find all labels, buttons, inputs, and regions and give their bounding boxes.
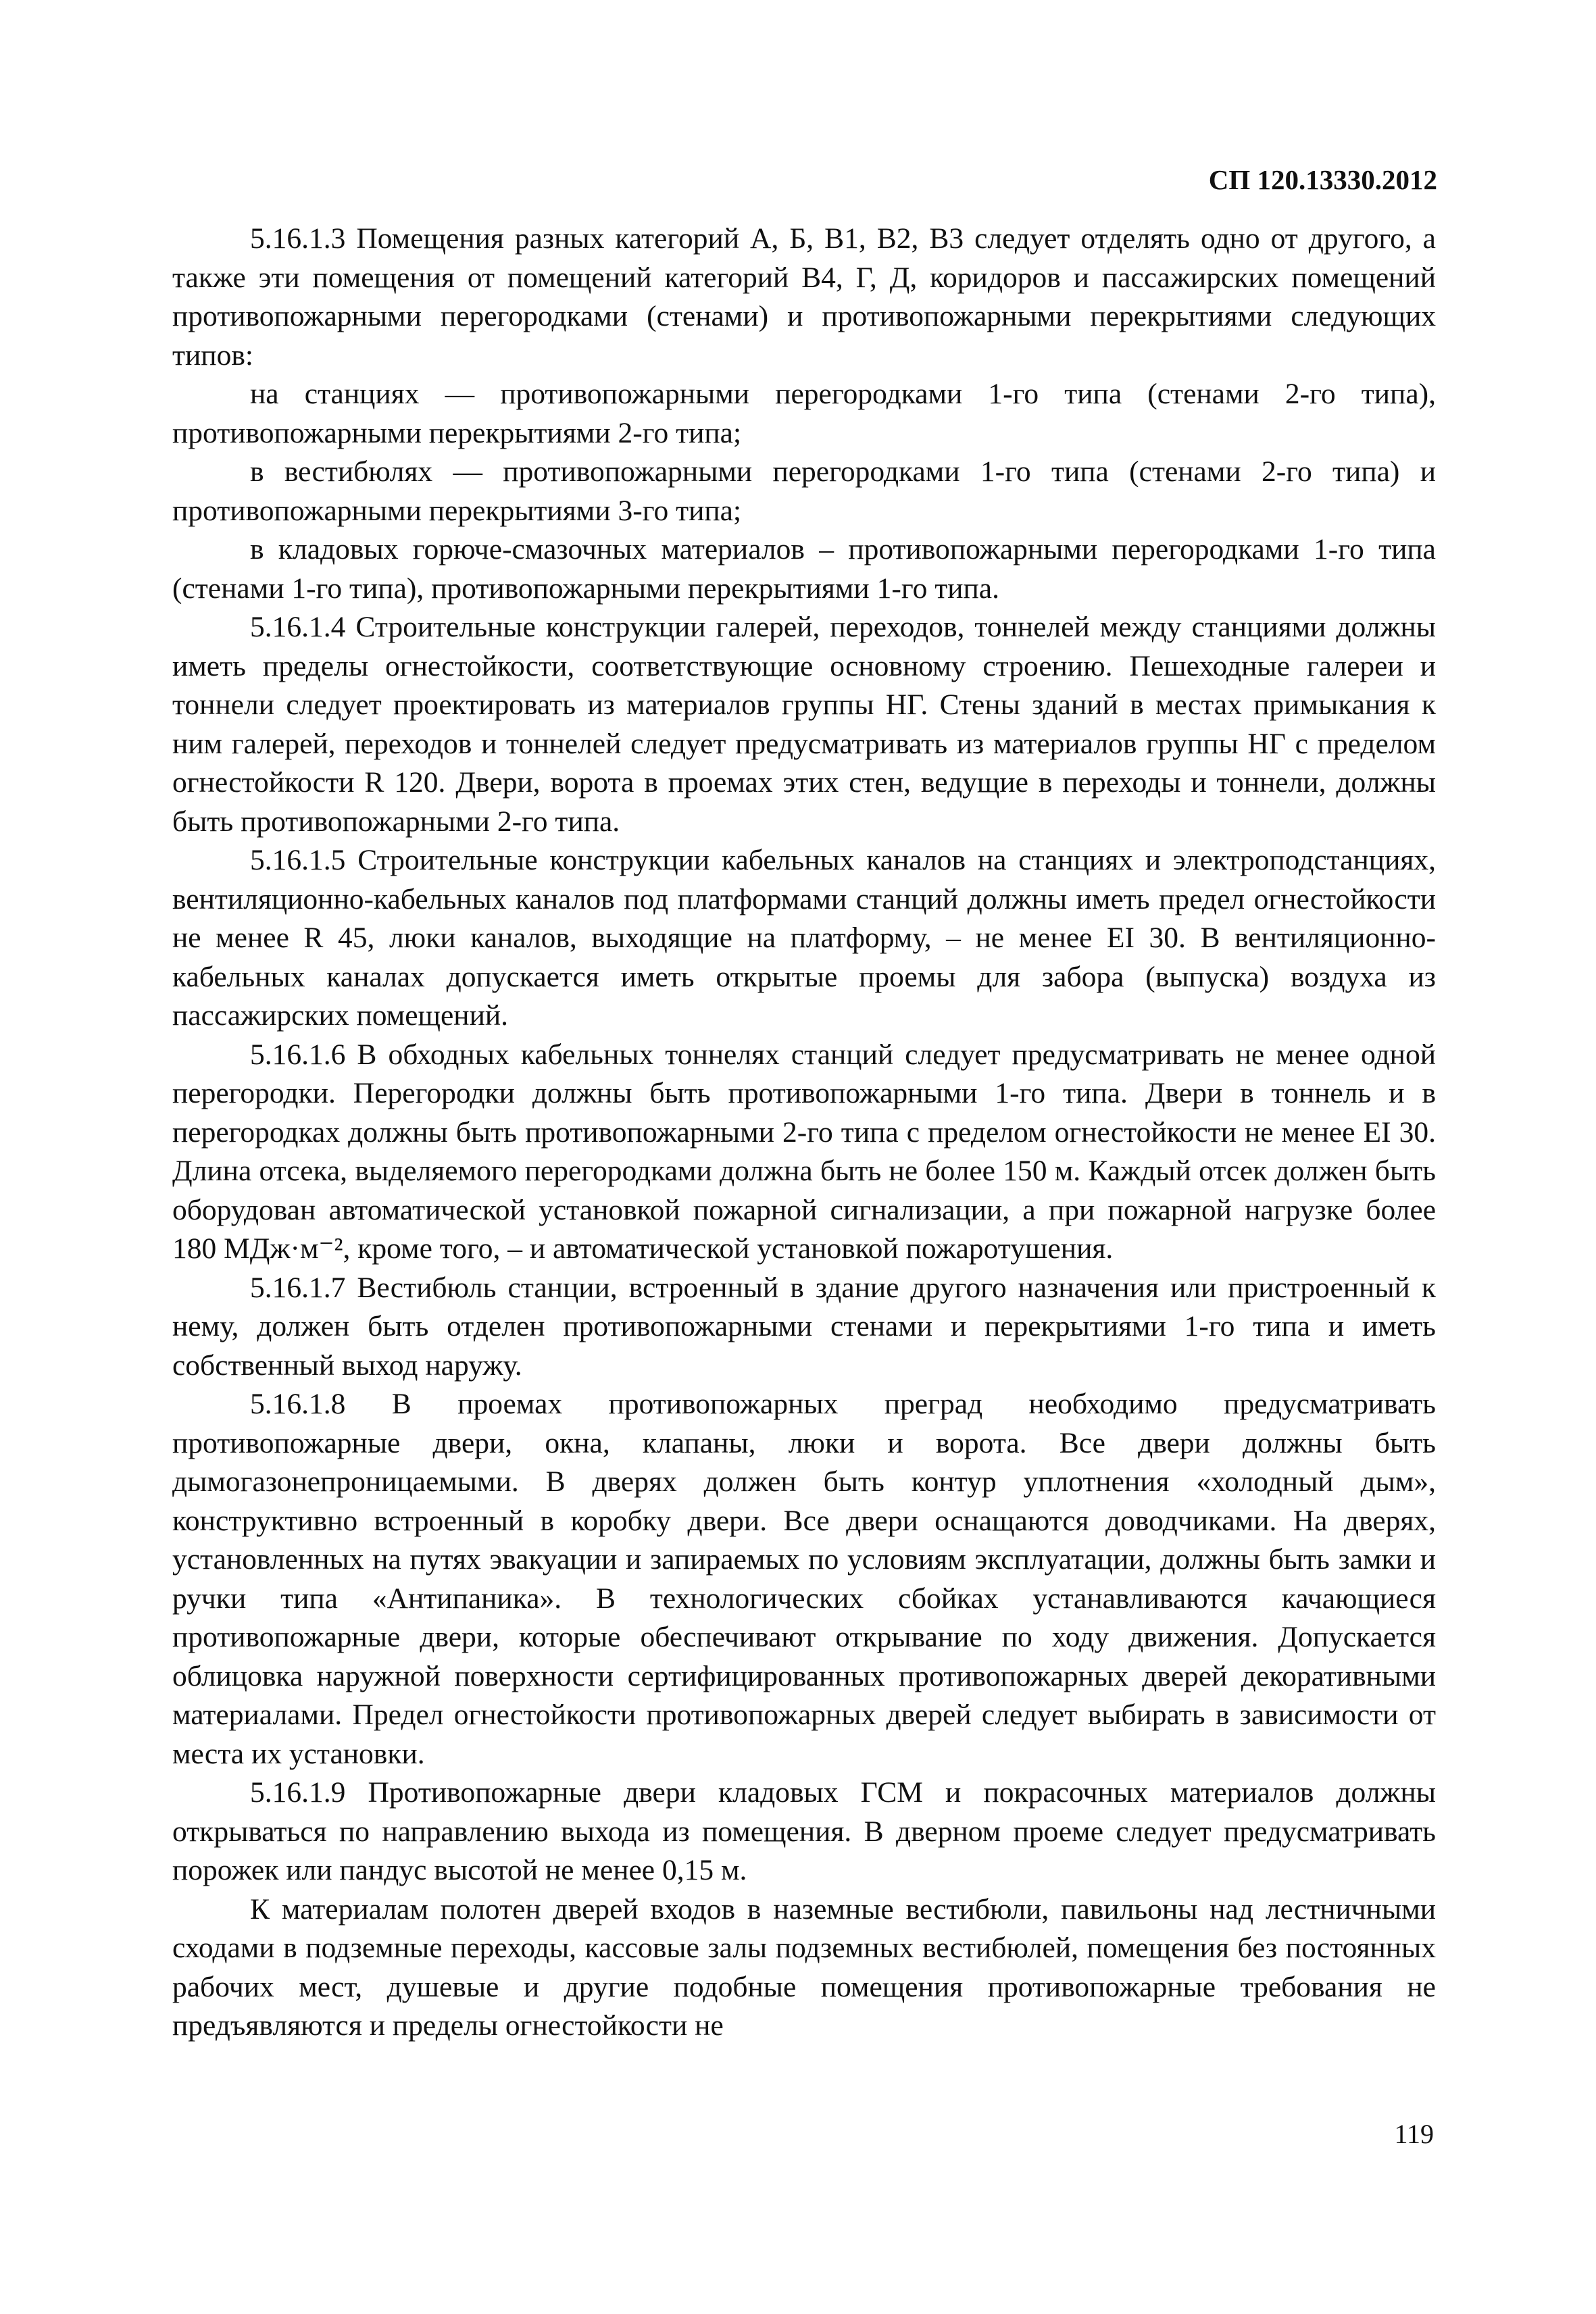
paragraph-5-16-1-5: 5.16.1.5 Строительные конструкции кабельных каналов на станциях и электроподстанциях, вентиляционно-кабельных каналов под платформами станций должны иметь предел огнестойкости не менее R 45, люки каналов, выходящие на платформу, – не менее EI 30. В вентиляционно-кабельных каналах допускается иметь открытые проемы для забора (выпуска) воздуха из пассажирских помещений. bbox=[172, 844, 1436, 1032]
page-number: 119 bbox=[1394, 2119, 1434, 2149]
document-body bbox=[172, 220, 1436, 2046]
paragraph-5-16-1-4: 5.16.1.4 Строительные конструкции галерей, переходов, тоннелей между станциями должны иметь пределы огнестойкости, соответствующие основному строению. Пешеходные галереи и тоннели следует проектировать из материалов группы НГ. Стены зданий в местах примыкания к ним галерей, переходов и тоннелей следует предусматривать из материалов группы НГ с пределом огнестойкости R 120. Двери, ворота в проемах этих стен, ведущие в переходы и тоннели, должны быть противопожарными 2-го типа. bbox=[172, 611, 1436, 838]
paragraph-storerooms: в кладовых горюче-смазочных материалов – противопожарными перегородками 1-го типа (стенами 1-го типа), противопожарными перекрытиями 1-го типа. bbox=[172, 533, 1436, 605]
document-code-header: СП 120.13330.2012 bbox=[1208, 164, 1437, 195]
paragraph-5-16-1-3: 5.16.1.3 Помещения разных категорий А, Б, В1, В2, В3 следует отделять одно от другого, а также эти помещения от помещений категорий В4, Г, Д, коридоров и пассажирских помещений противопожарными перегородками (стенами) и противопожарными перекрытиями следующих типов: bbox=[172, 222, 1436, 372]
paragraph-5-16-1-6: 5.16.1.6 В обходных кабельных тоннелях станций следует предусматривать не менее одной перегородки. Перегородки должны быть противопожарными 1-го типа. Двери в тоннель и в перегородках должны быть противопожарными 2-го типа с пределом огнестойкости не менее EI 30. Длина отсека, выделяемого перегородками должна быть не более 150 м. Каждый отсек должен быть оборудован автоматической установкой пожарной сигнализации, а при пожарной нагрузке более 180 МДж·м⁻², кроме того, – и автоматической установкой пожаротушения. bbox=[172, 1038, 1436, 1265]
paragraph-stations: на станциях — противопожарными перегородками 1-го типа (стенами 2-го типа), противопожарными перекрытиями 2-го типа; bbox=[172, 378, 1436, 449]
paragraph-door-materials: К материалам полотен дверей входов в наземные вестибюли, павильоны над лестничными сходами в подземные переходы, кассовые залы подземных вестибюлей, помещения без постоянных рабочих мест, душевые и другие подобные помещения противопожарные требования не предъявляются и пределы огнестойкости не bbox=[172, 1892, 1436, 2042]
paragraph-5-16-1-7: 5.16.1.7 Вестибюль станции, встроенный в здание другого назначения или пристроенный к нему, должен быть отделен противопожарными стенами и перекрытиями 1-го типа и иметь собственный выход наружу. bbox=[172, 1271, 1436, 1382]
paragraph-5-16-1-9: 5.16.1.9 Противопожарные двери кладовых ГСМ и покрасочных материалов должны открываться по направлению выхода из помещения. В дверном проеме следует предусматривать порожек или пандус высотой не менее 0,15 м. bbox=[172, 1776, 1436, 1886]
paragraph-vestibules: в вестибюлях — противопожарными перегородками 1-го типа (стенами 2-го типа) и противопожарными перекрытиями 3-го типа; bbox=[172, 455, 1436, 527]
paragraph-5-16-1-8: 5.16.1.8 В проемах противопожарных преград необходимо предусматривать противопожарные двери, окна, клапаны, люки и ворота. Все двери должны быть дымогазонепроницаемыми. В дверях должен быть контур уплотнения «холодный дым», конструктивно встроенный в коробку двери. Все двери оснащаются доводчиками. На дверях, установленных на путях эвакуации и запираемых по условиям эксплуатации, должны быть замки и ручки типа «Антипаника». В технологических сбойках устанавливаются качающиеся противопожарные двери, которые обеспечивают открывание по ходу движения. Допускается облицовка наружной поверхности сертифицированных противопожарных дверей декоративными материалами. Предел огнестойкости противопожарных дверей следует выбирать в зависимости от места их установки. bbox=[172, 1388, 1436, 1770]
